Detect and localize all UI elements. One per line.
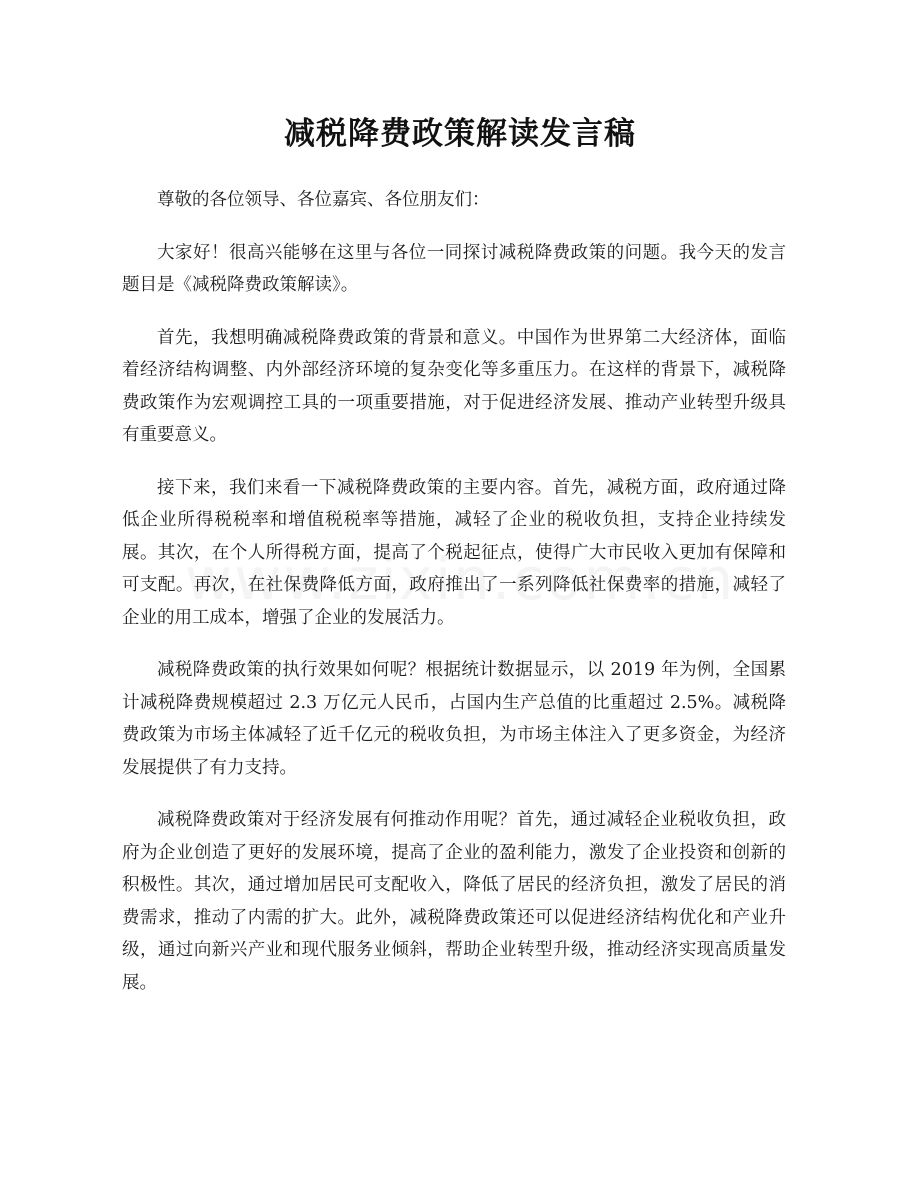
paragraph-salutation: 尊敬的各位领导、各位嘉宾、各位朋友们： — [157, 190, 490, 210]
paragraph-main-content: 接下来，我们来看一下减税降费政策的主要内容。首先，减税方面，政府通过降低企业所得税税率和增值税税率等措施，减轻了企业的税收负担，支持企业持续发展。其次，在个人所得税方面，提高了个税起征点，使得广大市民收入更加有保障和可支配。再次，在社保费降低方面，政府推出了一系列降低社保费率的措施，减轻了企业的用工成本，增强了企业的发展活力。 — [122, 477, 786, 628]
document-title: 减税降费政策解读发言稿 — [284, 116, 636, 152]
paragraph-greeting: 大家好！很高兴能够在这里与各位一同探讨减税降费政策的问题。我今天的发言题目是《减税降费政策解读》。 — [122, 242, 786, 295]
paragraph-effects: 减税降费政策的执行效果如何呢？根据统计数据显示，以 2019 年为例，全国累计减税降费规模超过 2.3 万亿元人民币，占国内生产总值的比重超过 2.5%。减税降费政策为市场主体减轻了近千亿元的税收负担，为市场主体注入了更多资金，为经济发展提供了有力支持。 — [122, 660, 786, 778]
document-body — [122, 184, 786, 1019]
paragraph-background: 首先，我想明确减税降费政策的背景和意义。中国作为世界第二大经济体，面临着经济结构调整、内外部经济环境的复杂变化等多重压力。在这样的背景下，减税降费政策作为宏观调控工具的一项重要措施，对于促进经济发展、推动产业转型升级具有重要意义。 — [122, 327, 786, 445]
paragraph-impact: 减税降费政策对于经济发展有何推动作用呢？首先，通过减轻企业税收负担，政府为企业创造了更好的发展环境，提高了企业的盈利能力，激发了企业投资和创新的积极性。其次，通过增加居民可支配收入，降低了居民的经济负担，激发了居民的消费需求，推动了内需的扩大。此外，减税降费政策还可以促进经济结构优化和产业升级，通过向新兴产业和现代服务业倾斜，帮助企业转型升级，推动经济实现高质量发展。 — [122, 810, 786, 993]
